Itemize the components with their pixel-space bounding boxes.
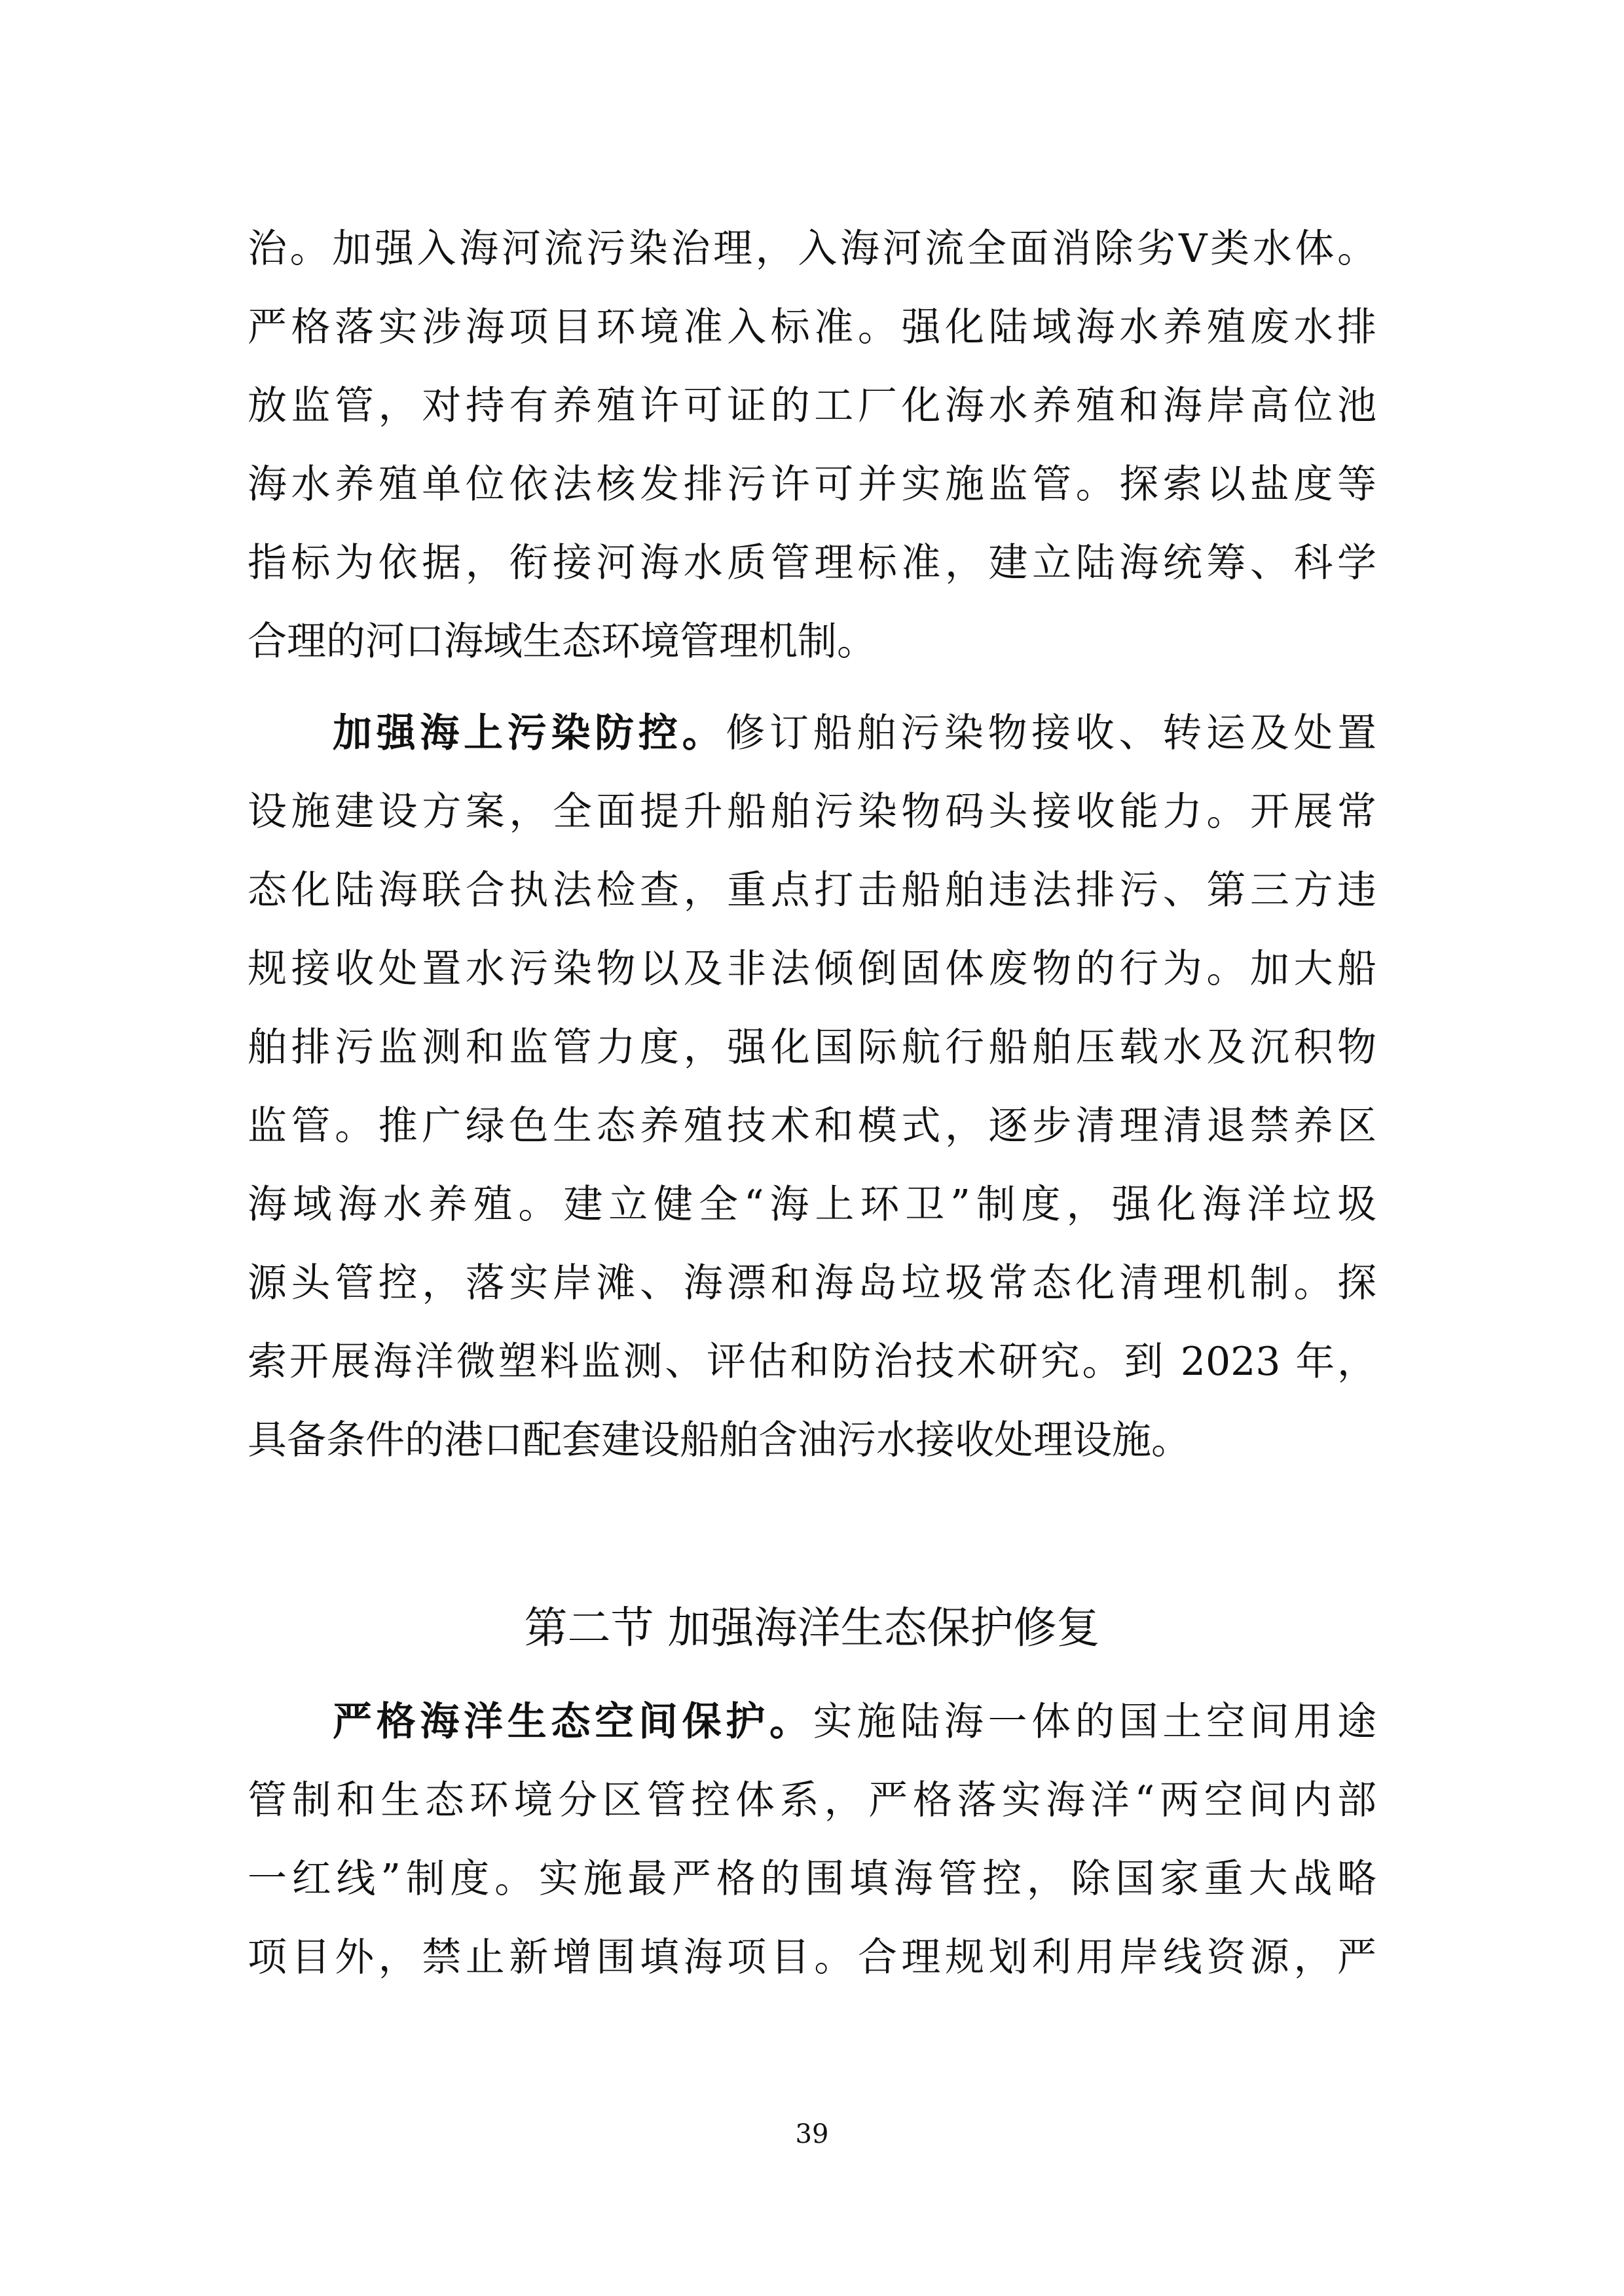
paragraph-2-line-3: 态化陆海联合执法检查，重点打击船舶违法排污、第三方违 (248, 867, 1376, 913)
paragraph-1-line-1: 治。加强入海河流污染治理，入海河流全面消除劣Ⅴ类水体。 (248, 226, 1376, 272)
paragraph-2-line-5: 舶排污监测和监管力度，强化国际航行船舶压载水及沉积物 (248, 1025, 1376, 1070)
paragraph-2-line-4: 规接收处置水污染物以及非法倾倒固体废物的行为。加大船 (248, 946, 1376, 992)
paragraph-1-line-4: 海水养殖单位依法核发排污许可并实施监管。探索以盐度等 (248, 462, 1376, 507)
paragraph-3-line-4: 项目外，禁止新增围填海项目。合理规划利用岸线资源，严 (248, 1935, 1376, 1980)
page-number: 39 (795, 2119, 829, 2149)
paragraph-3-line-3: 一红线”制度。实施最严格的围填海管控，除国家重大战略 (248, 1856, 1376, 1902)
paragraph-2-line-9: 索开展海洋微塑料监测、评估和防治技术研究。到 2023 年， (248, 1339, 1376, 1385)
paragraph-1-line-5: 指标为依据，衔接河海水质管理标准，建立陆海统筹、科学 (248, 540, 1376, 586)
paragraph-2-line-8: 源头管控，落实岸滩、海漂和海岛垃圾常态化清理机制。探 (248, 1260, 1376, 1306)
paragraph-2-line-6: 监管。推广绿色生态养殖技术和模式，逐步清理清退禁养区 (248, 1103, 1376, 1149)
paragraph-3-line-1 (333, 1689, 1376, 1755)
paragraph-1-line-6: 合理的河口海域生态环境管理机制。 (248, 619, 876, 665)
paragraph-2-line-7: 海域海水养殖。建立健全“海上环卫”制度，强化海洋垃圾 (248, 1182, 1376, 1228)
section-heading: 第二节 加强海洋生态保护修复 (524, 1603, 1100, 1653)
paragraph-1-line-3: 放监管，对持有养殖许可证的工厂化海水养殖和海岸高位池 (248, 383, 1376, 429)
paragraph-3-line-2: 管制和生态环境分区管控体系，严格落实海洋“两空间内部 (248, 1777, 1376, 1823)
paragraph-2-lead: 加强海上污染防控。 (333, 710, 726, 756)
paragraph-3-lead: 严格海洋生态空间保护。 (333, 1699, 813, 1745)
paragraph-2-line-1 (333, 701, 1376, 766)
paragraph-2-line-2: 设施建设方案，全面提升船舶污染物码头接收能力。开展常 (248, 789, 1376, 835)
paragraph-2-first-rest: 修订船舶污染物接收、转运及处置 (726, 710, 1376, 756)
paragraph-1-line-2: 严格落实涉海项目环境准入标准。强化陆域海水养殖废水排 (248, 304, 1376, 350)
paragraph-3-first-rest: 实施陆海一体的国土空间用途 (813, 1699, 1376, 1745)
paragraph-2-line-10: 具备条件的港口配套建设船舶含油污水接收处理设施。 (248, 1417, 1190, 1463)
